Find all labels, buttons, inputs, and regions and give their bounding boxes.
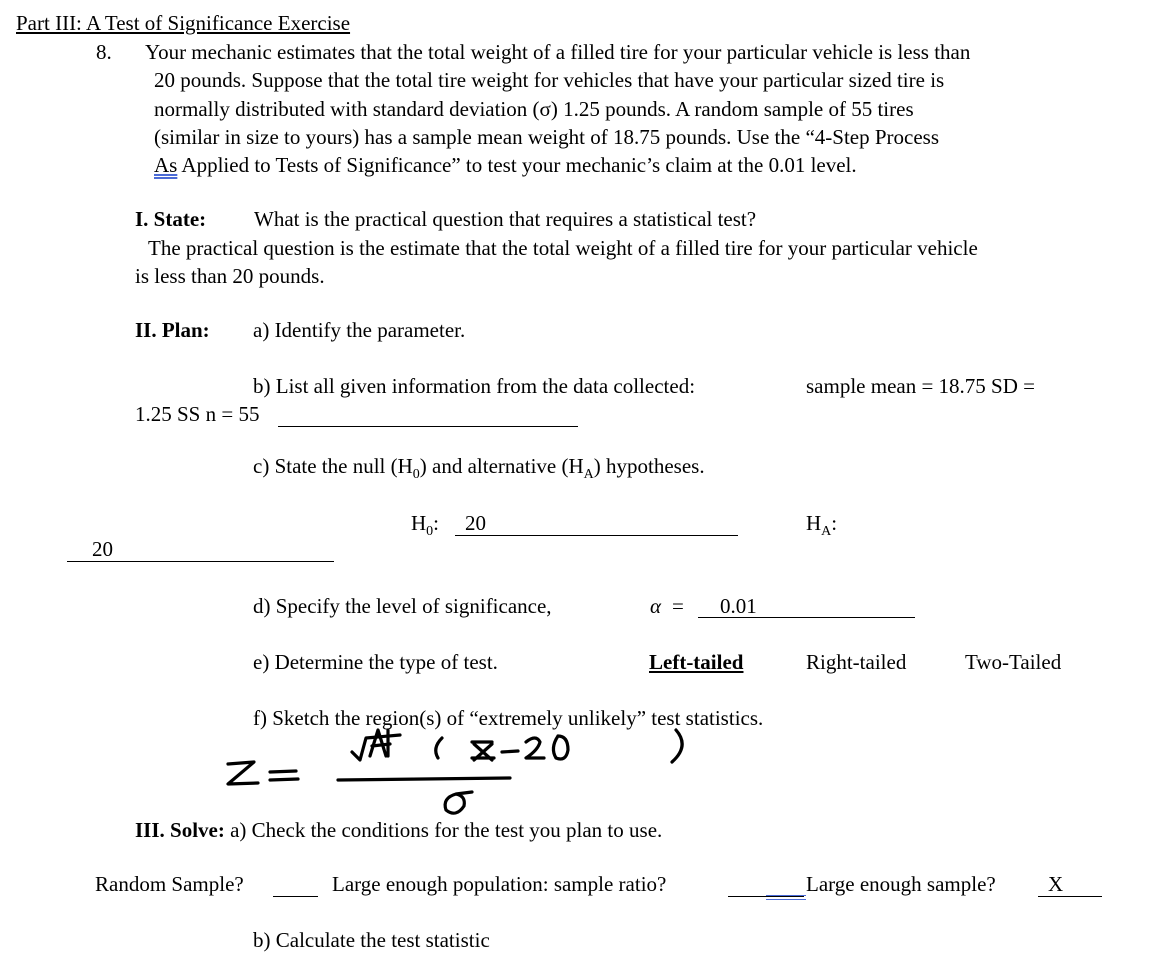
random-sample-label: Random Sample? xyxy=(95,872,244,896)
state-answer: is less than 20 pounds. xyxy=(135,264,325,288)
test-type-left: Left-tailed xyxy=(649,650,744,674)
ha-value: 20 xyxy=(92,537,113,561)
question-number: 8. xyxy=(96,40,112,64)
alpha-eq: = xyxy=(672,594,684,618)
state-label: I. State: xyxy=(135,207,207,231)
svg-text:σ: σ xyxy=(210,722,211,723)
handwritten-sigma xyxy=(445,792,472,813)
solve-a: III. Solve: a) Check the conditions for the test you plan to use. xyxy=(135,818,663,842)
alpha-value: 0.01 xyxy=(720,594,757,618)
plan-b-answer-cont: 1.25 SS n = 55 xyxy=(135,402,260,426)
answer-line xyxy=(273,896,318,897)
section-title: Part III: A Test of Significance Exercise xyxy=(16,11,351,35)
answer-line xyxy=(67,561,334,562)
large-sample-answer: X xyxy=(1048,872,1064,896)
plan-d: d) Specify the level of significance, xyxy=(253,594,552,618)
fraction-bar xyxy=(338,778,510,780)
test-type-right: Right-tailed xyxy=(806,650,907,674)
question-line: normally distributed with standard deviation (σ) 1.25 pounds. A random sample of 55 tires xyxy=(154,97,914,121)
answer-line xyxy=(698,617,915,618)
plan-f: f) Sketch the region(s) of “extremely unlikely” test statistics. xyxy=(253,706,764,730)
solve-b: b) Calculate the test statistic xyxy=(253,928,490,952)
spellcheck-word: As xyxy=(154,153,178,177)
handwritten-xbar xyxy=(472,742,494,760)
plan-b: b) List all given information from the data collected: xyxy=(253,374,696,398)
plan-b-answer: sample mean = 18.75 SD = xyxy=(806,374,1035,398)
population-label: Large enough population: sample ratio? xyxy=(332,872,667,896)
handwritten-eq xyxy=(270,771,298,780)
handwritten-formula xyxy=(210,722,710,818)
handwritten-2 xyxy=(526,738,544,758)
question-line: (similar in size to yours) has a sample mean weight of 18.75 pounds. Use the “4-Step Process xyxy=(154,125,940,149)
question-line: 20 pounds. Suppose that the total tire weight for vehicles that have your particular sized tire is xyxy=(154,68,945,92)
h0-label: $H_0$: xyxy=(411,511,440,540)
state-answer: The practical question is the estimate that the total weight of a filled tire for your particular vehicle xyxy=(148,236,978,260)
plan-label: II. Plan: xyxy=(135,318,210,342)
alpha-symbol: α xyxy=(650,594,662,618)
plan-c: c) State the null $(H_0)$ and alternative $(H_A)$ hypotheses. xyxy=(253,454,705,483)
test-type-two: Two-Tailed xyxy=(965,650,1062,674)
question-line: Your mechanic estimates that the total weight of a filled tire for your particular vehicle is less than xyxy=(145,40,971,64)
handwritten-0 xyxy=(553,736,568,759)
ha-label: $H_A$: xyxy=(806,511,838,540)
large-sample-label: Large enough sample? xyxy=(806,872,996,896)
handwritten-z xyxy=(228,762,258,784)
plan-e: e) Determine the type of test. xyxy=(253,650,498,674)
handwritten-n xyxy=(370,730,390,756)
answer-line xyxy=(455,535,738,536)
question-line: As Applied to Tests of Significance” to test your mechanic’s claim at the 0.01 level. xyxy=(154,153,857,177)
plan-a: a) Identify the parameter. xyxy=(253,318,466,342)
spellcheck-mark xyxy=(766,895,806,900)
answer-line xyxy=(278,426,578,427)
answer-line xyxy=(1038,896,1102,897)
h0-value: 20 xyxy=(465,511,486,535)
state-question: What is the practical question that requires a statistical test? xyxy=(254,207,757,231)
